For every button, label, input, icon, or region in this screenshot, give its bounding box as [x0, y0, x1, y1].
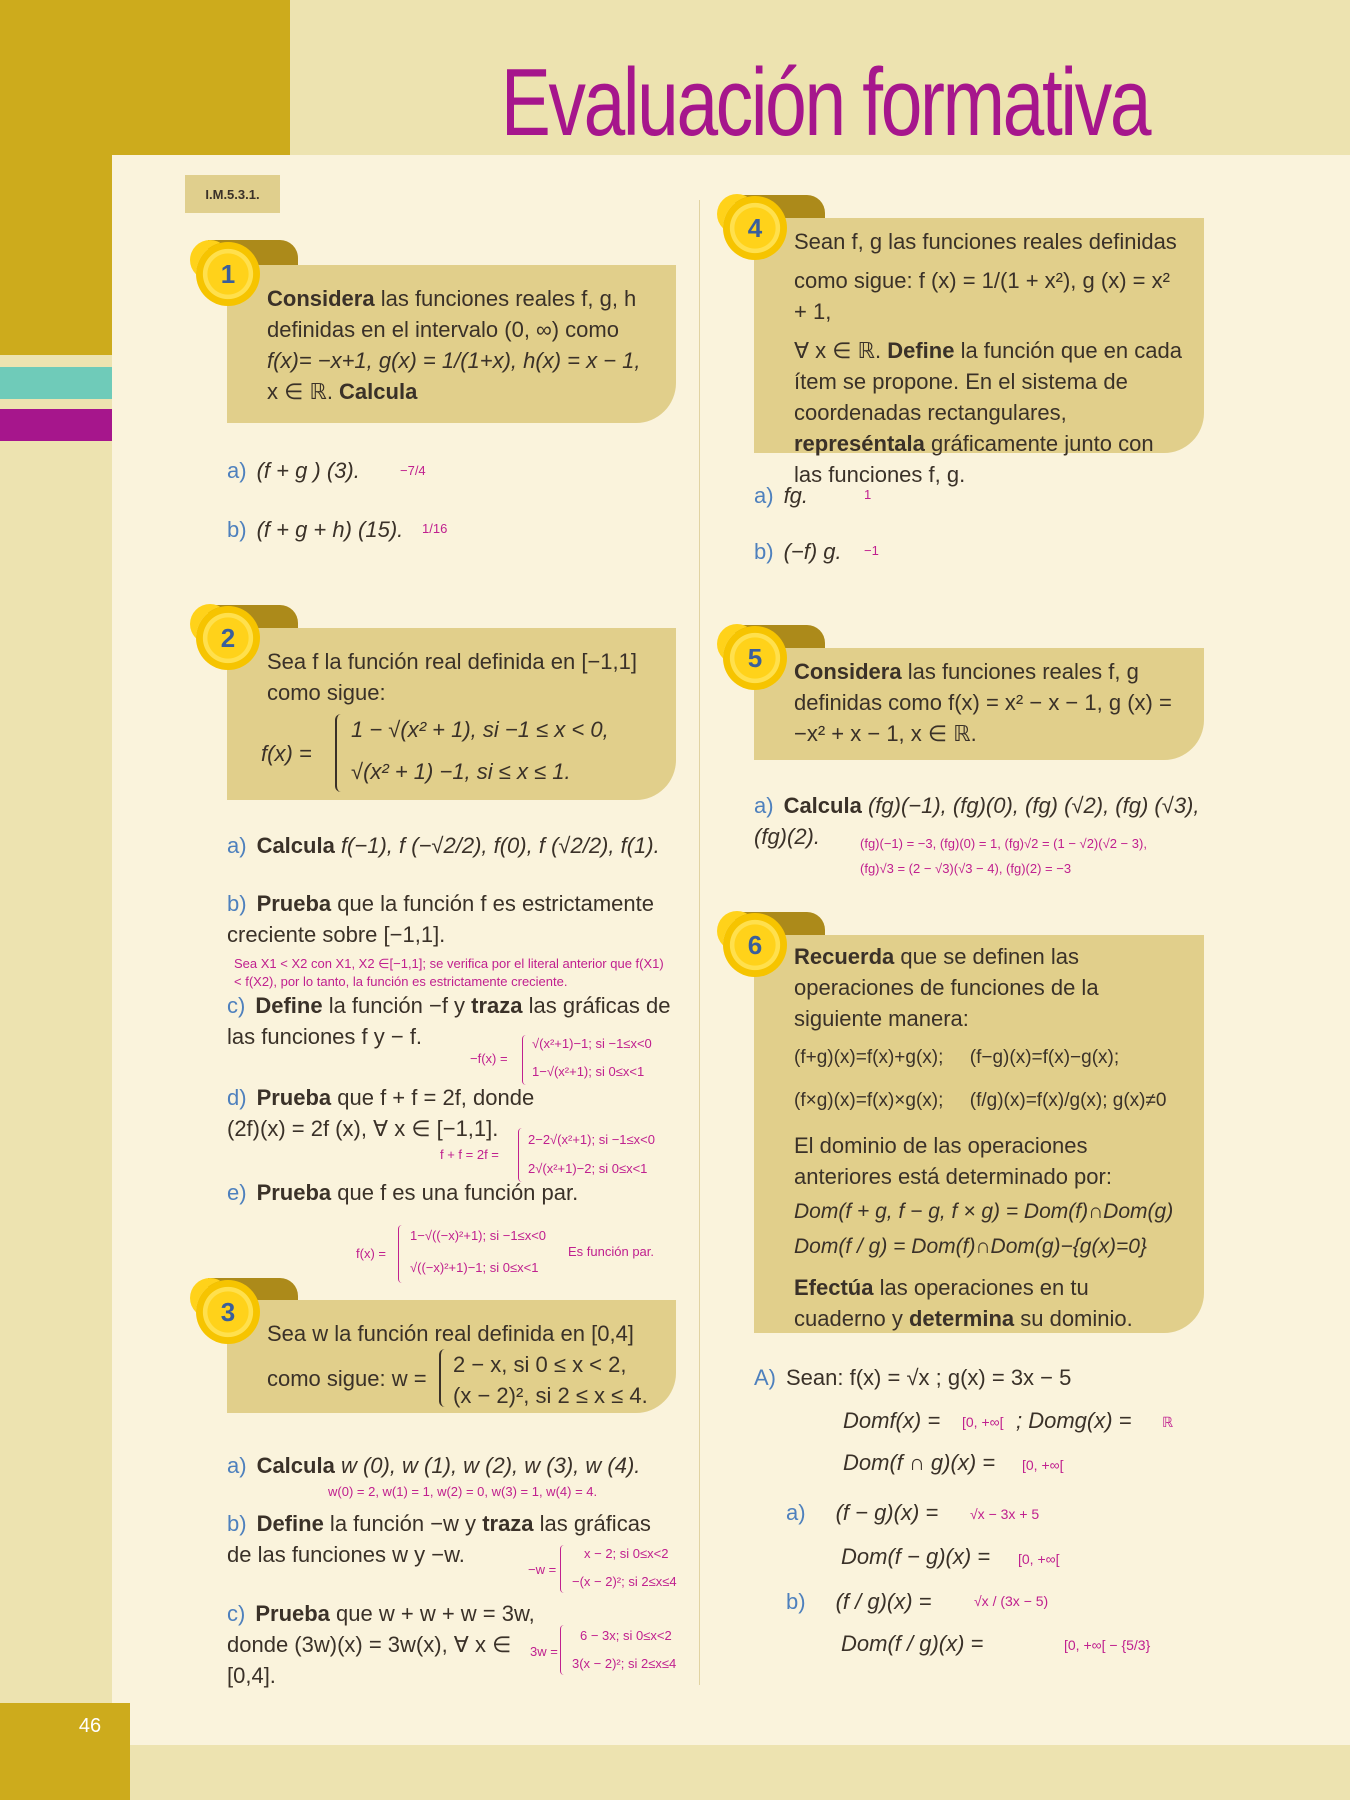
page-title: Evaluación formativa [500, 49, 1150, 156]
column-divider [699, 200, 700, 1685]
q5-box [754, 648, 1204, 760]
q1-answer-a: −7/4 [400, 463, 426, 478]
q6-item-a: a) (f − g)(x) = [786, 1500, 939, 1525]
q6-text-2: las operaciones en tu cuaderno y [794, 1275, 1089, 1331]
q6-domf: Domf(x) = [843, 1408, 941, 1433]
q4-lead-2: represéntala [794, 431, 925, 456]
q3-box [227, 1300, 676, 1413]
q4-box [754, 218, 1204, 487]
q5-text: las funciones reales f, g definidas como f(x) = x² − x − 1, g (x) = −x² + x − 1, x ∈ ℝ. [794, 659, 1172, 746]
q6-domg: ; Domg(x) = [1016, 1408, 1132, 1433]
q2-answer-b: Sea X1 < X2 con X1, X2 ∈[−1,1]; se verifica por el literal anterior que f(X1) < f(X2), por lo tanto, la función es estrictamente creciente. [234, 956, 664, 989]
q3-text: Sea w la función real definida en [0,4] [267, 1321, 634, 1346]
q6-dom-1: Dom(f + g, f − g, f × g) = Dom(f)∩Dom(g) [794, 1200, 1174, 1223]
q6-domg-answer: ℝ [1162, 1414, 1174, 1430]
magenta-stripe [0, 409, 112, 441]
q6-item-A: A) Sean: f(x) = √x ; g(x) = 3x − 5 [754, 1365, 1072, 1390]
q2-item-a: a) Calcula f(−1), f (−√2/2), f(0), f (√2/2), f(1). [227, 833, 660, 858]
teal-stripe [0, 367, 112, 399]
q6-dom-2: Dom(f / g) = Dom(f)∩Dom(g)−{g(x)=0} [794, 1235, 1147, 1258]
q1-tail: Calcula [339, 379, 418, 404]
q3-piece-2: (x − 2)², si 2 ≤ x ≤ 4. [453, 1383, 648, 1408]
q4-answer-a: 1 [864, 487, 872, 502]
q6-text-3: su dominio. [1014, 1306, 1133, 1331]
q2-item-e: e) Prueba que f es una función par. [227, 1180, 579, 1205]
q2-piece-1: 1 − √(x² + 1), si −1 ≤ x < 0, [351, 717, 609, 742]
q1-text: las funciones reales f, g, h definidas en el intervalo (0, ∞) como [267, 286, 637, 342]
q6-item-b: b) (f / g)(x) = [786, 1589, 932, 1614]
q6-answer-b: √x / (3x − 5) [974, 1593, 1049, 1609]
q4-item-b: b) (−f) g. [754, 539, 842, 564]
q6-dom-a-answer: [0, +∞[ [1018, 1551, 1060, 1567]
q2-fx: f(x) = [261, 741, 312, 766]
q6-dom-b: Dom(f / g)(x) = [841, 1631, 984, 1656]
q1-item-b: b) (f + g + h) (15). [227, 517, 404, 542]
q5-answer-a-1: (fg)(−1) = −3, (fg)(0) = 1, (fg)√2 = (1 − √2)(√2 − 3), [860, 836, 1147, 851]
page-number: 46 [78, 1715, 102, 1737]
q5-item-a: a) Calcula (fg)(−1), (fg)(0), (fg) (√2), (fg) (√3), (fg)(2). [754, 793, 1200, 849]
q2-item-c: c) Define la función −f y traza las gráficas de las funciones f y − f. [227, 993, 671, 1049]
q3-brace [439, 1349, 447, 1407]
q6-lead-2: Efectúa [794, 1275, 874, 1300]
q6-op-2: (f×g)(x)=f(x)×g(x); (f/g)(x)=f(x)/g(x); g(x)≠0 [794, 1090, 1167, 1111]
q1-item-a: a) (f + g ) (3). [227, 458, 360, 483]
q4-text-1: Sean f, g las funciones reales definidas [794, 229, 1177, 254]
q2-box [227, 628, 676, 800]
bottom-band [130, 1745, 1350, 1800]
q5-answer-a-2: (fg)√3 = (2 − √3)(√3 − 4), (fg)(2) = −3 [860, 861, 1072, 876]
q3-item-b: b) Define la función −w y traza las gráficas de las funciones w y −w. [227, 1511, 651, 1567]
q1-formula: f(x)= −x+1, g(x) = 1/(1+x), h(x) = x − 1, [267, 348, 641, 373]
q2-brace [335, 714, 343, 792]
q4-text-2: como sigue: f (x) = 1/(1 + x²), g (x) = x² + 1, [794, 268, 1170, 324]
q4-number-badge: 4 [723, 196, 787, 260]
q3-text-2: como sigue: w = [267, 1366, 427, 1391]
q6-text: que se definen las operaciones de funciones de la siguiente manera: [794, 944, 1099, 1031]
q5-number-badge: 5 [723, 626, 787, 690]
q6-dom-b-answer: [0, +∞[ − {5/3} [1064, 1637, 1151, 1653]
q6-dom-text: El dominio de las operaciones anteriores está determinado por: [794, 1133, 1112, 1189]
q6-domfg-answer: [0, +∞[ [1022, 1457, 1064, 1473]
q1-number-badge: 1 [196, 242, 260, 306]
q6-dom-a: Dom(f − g)(x) = [841, 1544, 991, 1569]
q3-number-badge: 3 [196, 1280, 260, 1344]
q6-op-1: (f+g)(x)=f(x)+g(x); (f−g)(x)=f(x)−g(x); [794, 1047, 1120, 1068]
q5-lead: Considera [794, 659, 902, 684]
q2-piece-2: √(x² + 1) −1, si ≤ x ≤ 1. [351, 759, 571, 784]
q2-item-b: b) Prueba que la función f es estrictamente creciente sobre [−1,1]. [227, 891, 655, 947]
q4-lead: Define [887, 338, 955, 363]
q6-number-badge: 6 [723, 913, 787, 977]
skill-code-badge: I.M.5.3.1. [185, 175, 280, 213]
q4-item-a: a) fg. [754, 483, 809, 508]
q1-text-b: x ∈ ℝ. [267, 379, 340, 404]
q1-box [227, 265, 676, 423]
q3-piece-1: 2 − x, si 0 ≤ x < 2, [453, 1352, 627, 1377]
q4-text-5: gráficamente junto con las funciones f, g. [794, 431, 1154, 487]
q2-item-d: d) Prueba que f + f = 2f, donde (2f)(x) = 2f (x), ∀ x ∈ [−1,1]. [227, 1085, 535, 1141]
q1-answer-b: 1/16 [422, 521, 448, 536]
q3-item-c: c) Prueba que w + w + w = 3w, donde (3w)(x) = 3w(x), ∀ x ∈ [0,4]. [227, 1601, 535, 1688]
q6-answer-a: √x − 3x + 5 [970, 1506, 1040, 1522]
q2-text: Sea f la función real definida en [−1,1] como sigue: [267, 649, 637, 705]
q4-answer-b: −1 [864, 543, 879, 558]
q6-box [754, 935, 1204, 1333]
q1-lead: Considera [267, 286, 375, 311]
q6-domf-answer: [0, +∞[ [962, 1414, 1004, 1430]
q4-text-3: ∀ x ∈ ℝ. [794, 338, 888, 363]
q4-text-4: la función que en cada ítem se propone. En el sistema de coordenadas rectangulares, [794, 338, 1182, 425]
q6-lead: Recuerda [794, 944, 895, 969]
q3-answer-a: w(0) = 2, w(1) = 1, w(2) = 0, w(3) = 1, w(4) = 4. [328, 1484, 598, 1499]
q6-domfg: Dom(f ∩ g)(x) = [843, 1450, 996, 1475]
q2-number-badge: 2 [196, 606, 260, 670]
q3-item-a: a) Calcula w (0), w (1), w (2), w (3), w (4). [227, 1453, 641, 1478]
q6-lead-3: determina [908, 1306, 1015, 1331]
